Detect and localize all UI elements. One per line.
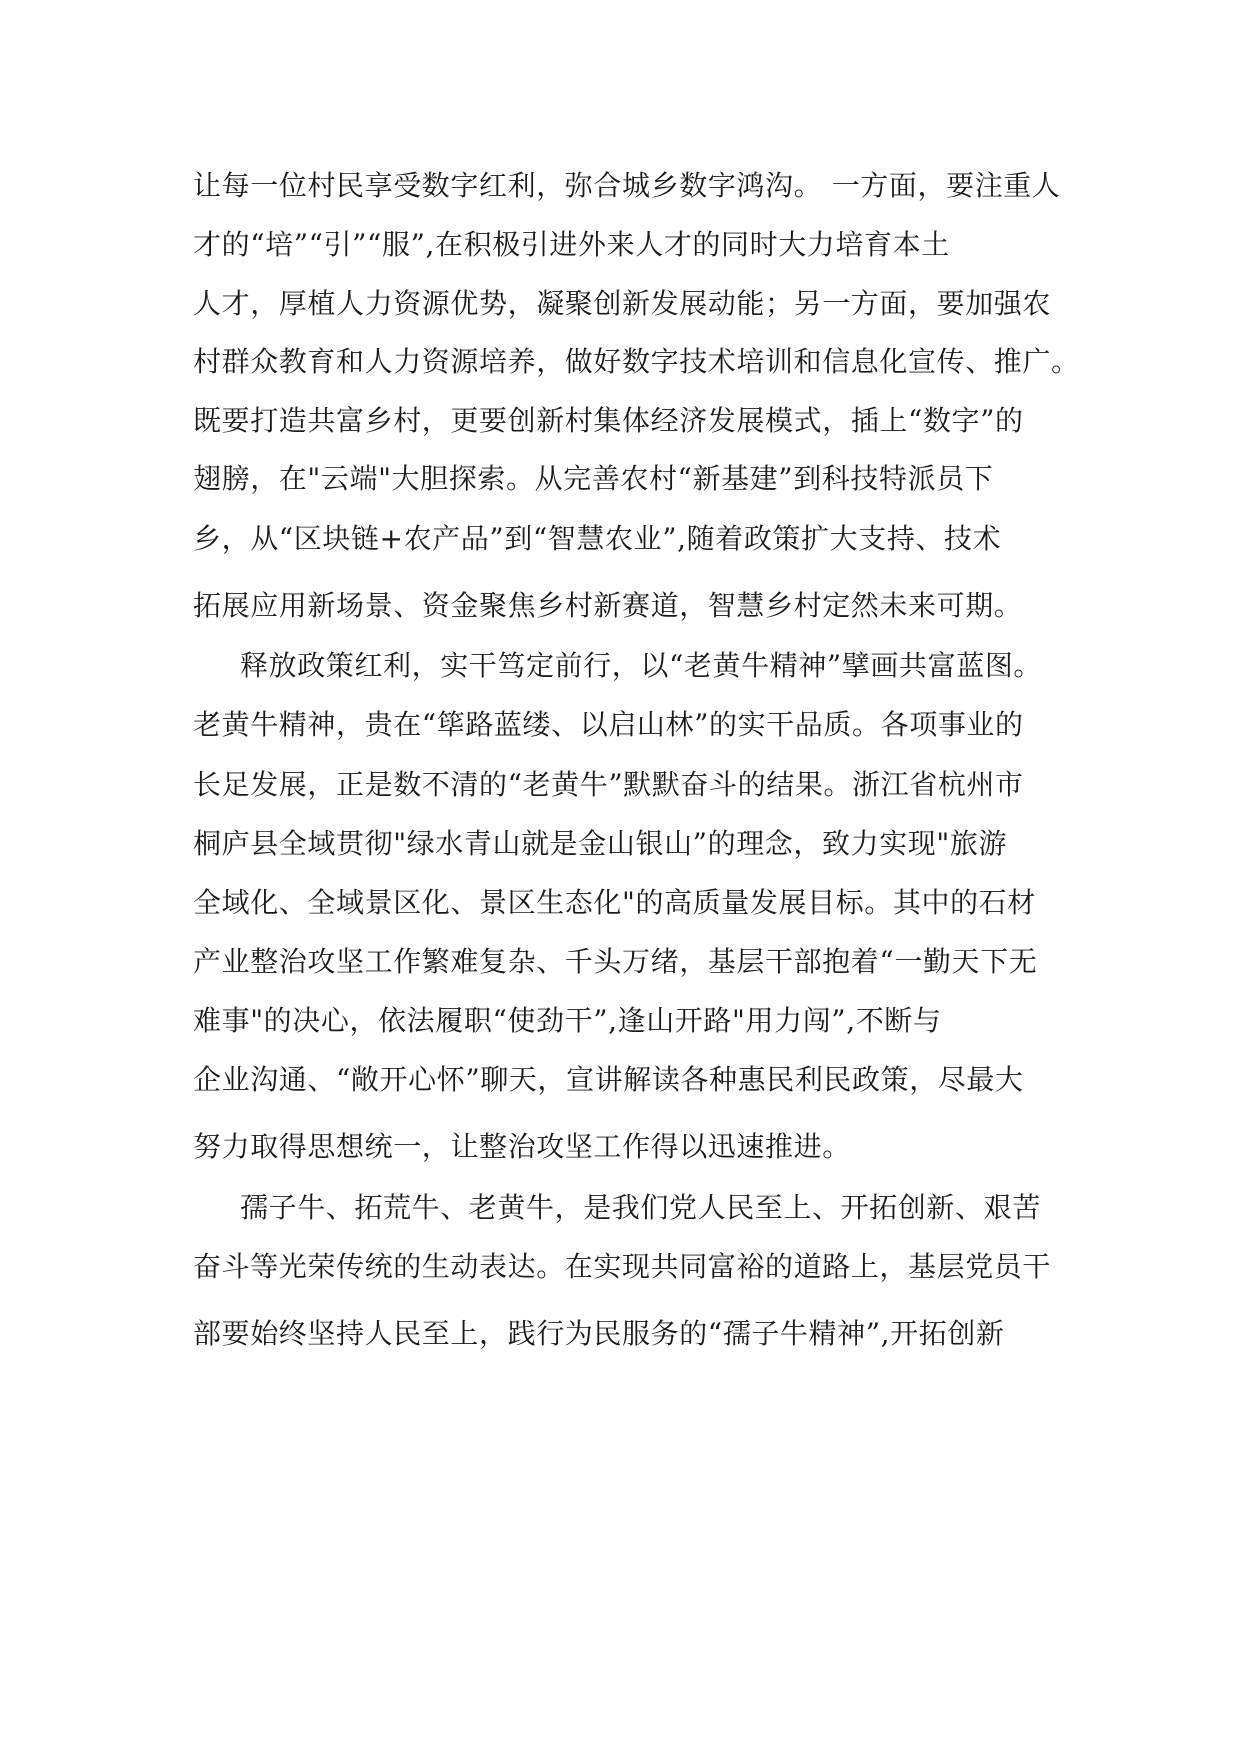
text-line-14: 产业整治攻坚工作繁难复杂、千头万绪，基层干部抱着“一勤天下无 <box>193 945 1038 978</box>
text-line-16: 企业沟通、“敞开心怀”聊天，宣讲解读各种惠民利民政策，尽最大 <box>193 1063 1024 1096</box>
paragraph-start-line-9: 释放政策红利，实干笃定前行，以“老黄牛精神”擘画共富蓝图。 <box>240 649 1043 682</box>
text-line-17: 努力取得思想统一，让整治攻坚工作得以迅速推进。 <box>193 1130 851 1163</box>
paragraph-start-line-18: 孺子牛、拓荒牛、老黄牛，是我们党人民至上、开拓创新、艰苦 <box>240 1191 1041 1224</box>
text-line-2: 才的“培”“引”“服”,在积极引进外来人才的同时大力培育本土 <box>193 228 950 261</box>
text-line-1: 让每一位村民享受数字红利，弥合城乡数字鸿沟。 一方面，要注重人 <box>193 169 1061 202</box>
text-line-20: 部要始终坚持人民至上，践行为民服务的“孺子牛精神”,开拓创新 <box>193 1317 1005 1350</box>
text-line-19: 奋斗等光荣传统的生动表达。在实现共同富裕的道路上，基层党员干 <box>193 1250 1052 1283</box>
text-line-15: 难事"的决心，依法履职“使劲干”,逢山开路"用力闯”,不断与 <box>193 1004 942 1037</box>
text-line-6: 翅膀，在"云端"大胆探索。从完善农村“新基建”到科技特派员下 <box>193 462 994 495</box>
text-line-4: 村群众教育和人力资源培养，做好数字技术培训和信息化宣传、推广。 <box>193 345 1080 378</box>
text-line-5: 既要打造共富乡村，更要创新村集体经济发展模式，插上“数字”的 <box>193 404 1024 437</box>
text-line-11: 长足发展，正是数不清的“老黄牛”默默奋斗的结果。浙江省杭州市 <box>193 768 1024 801</box>
text-line-7: 乡，从“区块链+农产品”到“智慧农业”,随着政策扩大支持、技术 <box>193 522 1002 555</box>
text-line-10: 老黄牛精神，贵在“筚路蓝缕、以启山林”的实干品质。各项事业的 <box>193 708 1024 741</box>
text-line-13: 全域化、全域景区化、景区生态化"的高质量发展目标。其中的石材 <box>193 886 1036 919</box>
text-line-12: 桐庐县全域贯彻"绿水青山就是金山银山”的理念，致力实现"旅游 <box>193 827 1008 860</box>
text-line-3: 人才，厚植人力资源优势，凝聚创新发展动能；另一方面，要加强农 <box>193 287 1052 320</box>
text-line-8: 拓展应用新场景、资金聚焦乡村新赛道，智慧乡村定然未来可期。 <box>193 589 1023 622</box>
